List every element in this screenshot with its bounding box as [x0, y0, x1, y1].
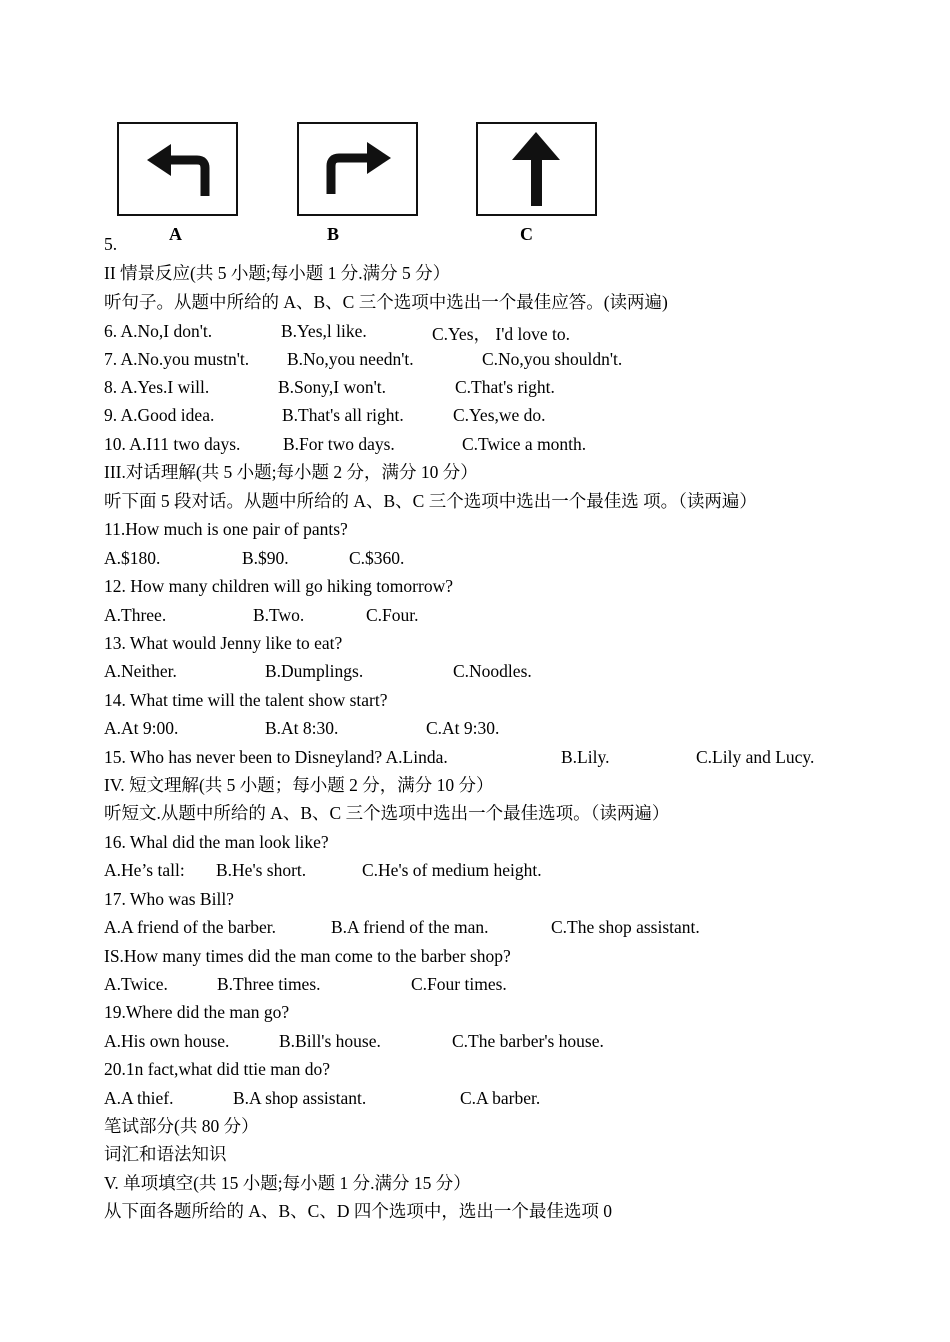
q18-option-a: A.Twice. [104, 974, 168, 994]
q8-option-b: B.Sony,I won't. [278, 377, 386, 397]
q16-option-c: C.He's of medium height. [362, 860, 542, 880]
written-part-title: 笔试部分(共 80 分） [104, 1116, 259, 1136]
question-15: 15. Who has never been to Disneyland? A.Linda. [104, 747, 448, 767]
section-4-title: IV. 短文理解(共 5 小题；每小题 2 分，满分 10 分） [104, 775, 494, 795]
q14-option-c: C.At 9:30. [426, 718, 500, 738]
section-3-instructions: 听下面 5 段对话。从题中所给的 A、B、C 三个选项中选出一个最佳选 项。（读两遍） [104, 491, 757, 511]
question-14: 14. What time will the talent show start? [104, 690, 388, 710]
question-5-figures [0, 0, 950, 260]
q20-option-a: A.A thief. [104, 1088, 174, 1108]
question-17: 17. Who was Bill? [104, 889, 234, 909]
q17-option-b: B.A friend of the man. [331, 917, 489, 937]
q15-option-c: C.Lily and Lucy. [696, 747, 815, 767]
section-5-title: V. 单项填空(共 15 小题;每小题 1 分.满分 15 分） [104, 1173, 471, 1193]
question-18: IS.How many times did the man come to the barber shop? [104, 946, 511, 966]
q10-option-c: C.Twice a month. [462, 434, 587, 454]
q20-option-b: B.A shop assistant. [233, 1088, 367, 1108]
q7-option-b: B.No,you needn't. [287, 349, 414, 369]
q11-option-c: C.$360. [349, 548, 405, 568]
q11-option-b: B.$90. [242, 548, 289, 568]
turn-right-arrow-icon [299, 124, 416, 214]
section-2-instructions: 听句子。从题中所给的 A、B、C 三个选项中选出一个最佳应答。(读两遍) [104, 292, 668, 312]
q9-option-a: 9. A.Good idea. [104, 405, 215, 425]
q8-option-c: C.That's right. [455, 377, 555, 397]
q12-option-b: B.Two. [253, 605, 305, 625]
q13-option-b: B.Dumplings. [265, 661, 364, 681]
section-4-instructions: 听短文.从题中所给的 A、B、C 三个选项中选出一个最佳选项。（读两遍） [104, 803, 670, 823]
q8-option-a: 8. A.Yes.I will. [104, 377, 210, 397]
section-3-title: III.对话理解(共 5 小题;每小题 2 分，满分 10 分） [104, 462, 478, 482]
q10-option-a: 10. A.I11 two days. [104, 434, 241, 454]
q14-option-b: B.At 8:30. [265, 718, 339, 738]
q12-option-a: A.Three. [104, 605, 167, 625]
option-b-sign [297, 122, 418, 216]
q19-option-c: C.The barber's house. [452, 1031, 604, 1051]
q16-option-b: B.He's short. [216, 860, 307, 880]
q17-option-c: C.The shop assistant. [551, 917, 700, 937]
q10-option-b: B.For two days. [283, 434, 395, 454]
figure-label-a: A [169, 224, 182, 244]
q17-option-a: A.A friend of the barber. [104, 917, 277, 937]
q18-option-b: B.Three times. [217, 974, 321, 994]
question-5-number: 5. [104, 234, 118, 254]
q11-option-a: A.$180. [104, 548, 161, 568]
q6-option-b: B.Yes,l like. [281, 321, 367, 341]
q18-option-c: C.Four times. [411, 974, 507, 994]
q6-option-c: C.Yes， I'd love to. [432, 324, 570, 344]
figure-label-b: B [327, 224, 340, 244]
option-c-sign [476, 122, 597, 216]
q9-option-c: C.Yes,we do. [453, 405, 546, 425]
straight-up-arrow-icon [478, 124, 595, 214]
q19-option-a: A.His own house. [104, 1031, 230, 1051]
q19-option-b: B.Bill's house. [279, 1031, 381, 1051]
q15-option-b: B.Lily. [561, 747, 610, 767]
question-16: 16. Whal did the man look like? [104, 832, 329, 852]
q6-option-a: 6. A.No,I don't. [104, 321, 213, 341]
figure-label-c: C [520, 224, 533, 244]
q13-option-c: C.Noodles. [453, 661, 532, 681]
q7-option-a: 7. A.No.you mustn't. [104, 349, 250, 369]
q16-option-a: A.He’s tall: [104, 860, 185, 880]
question-19: 19.Where did the man go? [104, 1002, 290, 1022]
q13-option-a: A.Neither. [104, 661, 177, 681]
q20-option-c: C.A barber. [460, 1088, 541, 1108]
question-20: 20.1n fact,what did ttie man do? [104, 1059, 330, 1079]
question-12: 12. How many children will go hiking tomorrow? [104, 576, 453, 596]
section-2-title: II 情景反应(共 5 小题;每小题 1 分.满分 5 分） [104, 263, 451, 283]
vocab-grammar-heading: 词汇和语法知识 [104, 1144, 227, 1164]
q12-option-c: C.Four. [366, 605, 419, 625]
q9-option-b: B.That's all right. [282, 405, 404, 425]
question-13: 13. What would Jenny like to eat? [104, 633, 343, 653]
turn-left-arrow-icon [119, 124, 236, 214]
q7-option-c: C.No,you shouldn't. [482, 349, 623, 369]
section-5-instructions: 从下面各题所给的 A、B、C、D 四个选项中，选出一个最佳选项 0 [104, 1201, 612, 1221]
option-a-sign [117, 122, 238, 216]
question-11: 11.How much is one pair of pants? [104, 519, 348, 539]
q14-option-a: A.At 9:00. [104, 718, 179, 738]
